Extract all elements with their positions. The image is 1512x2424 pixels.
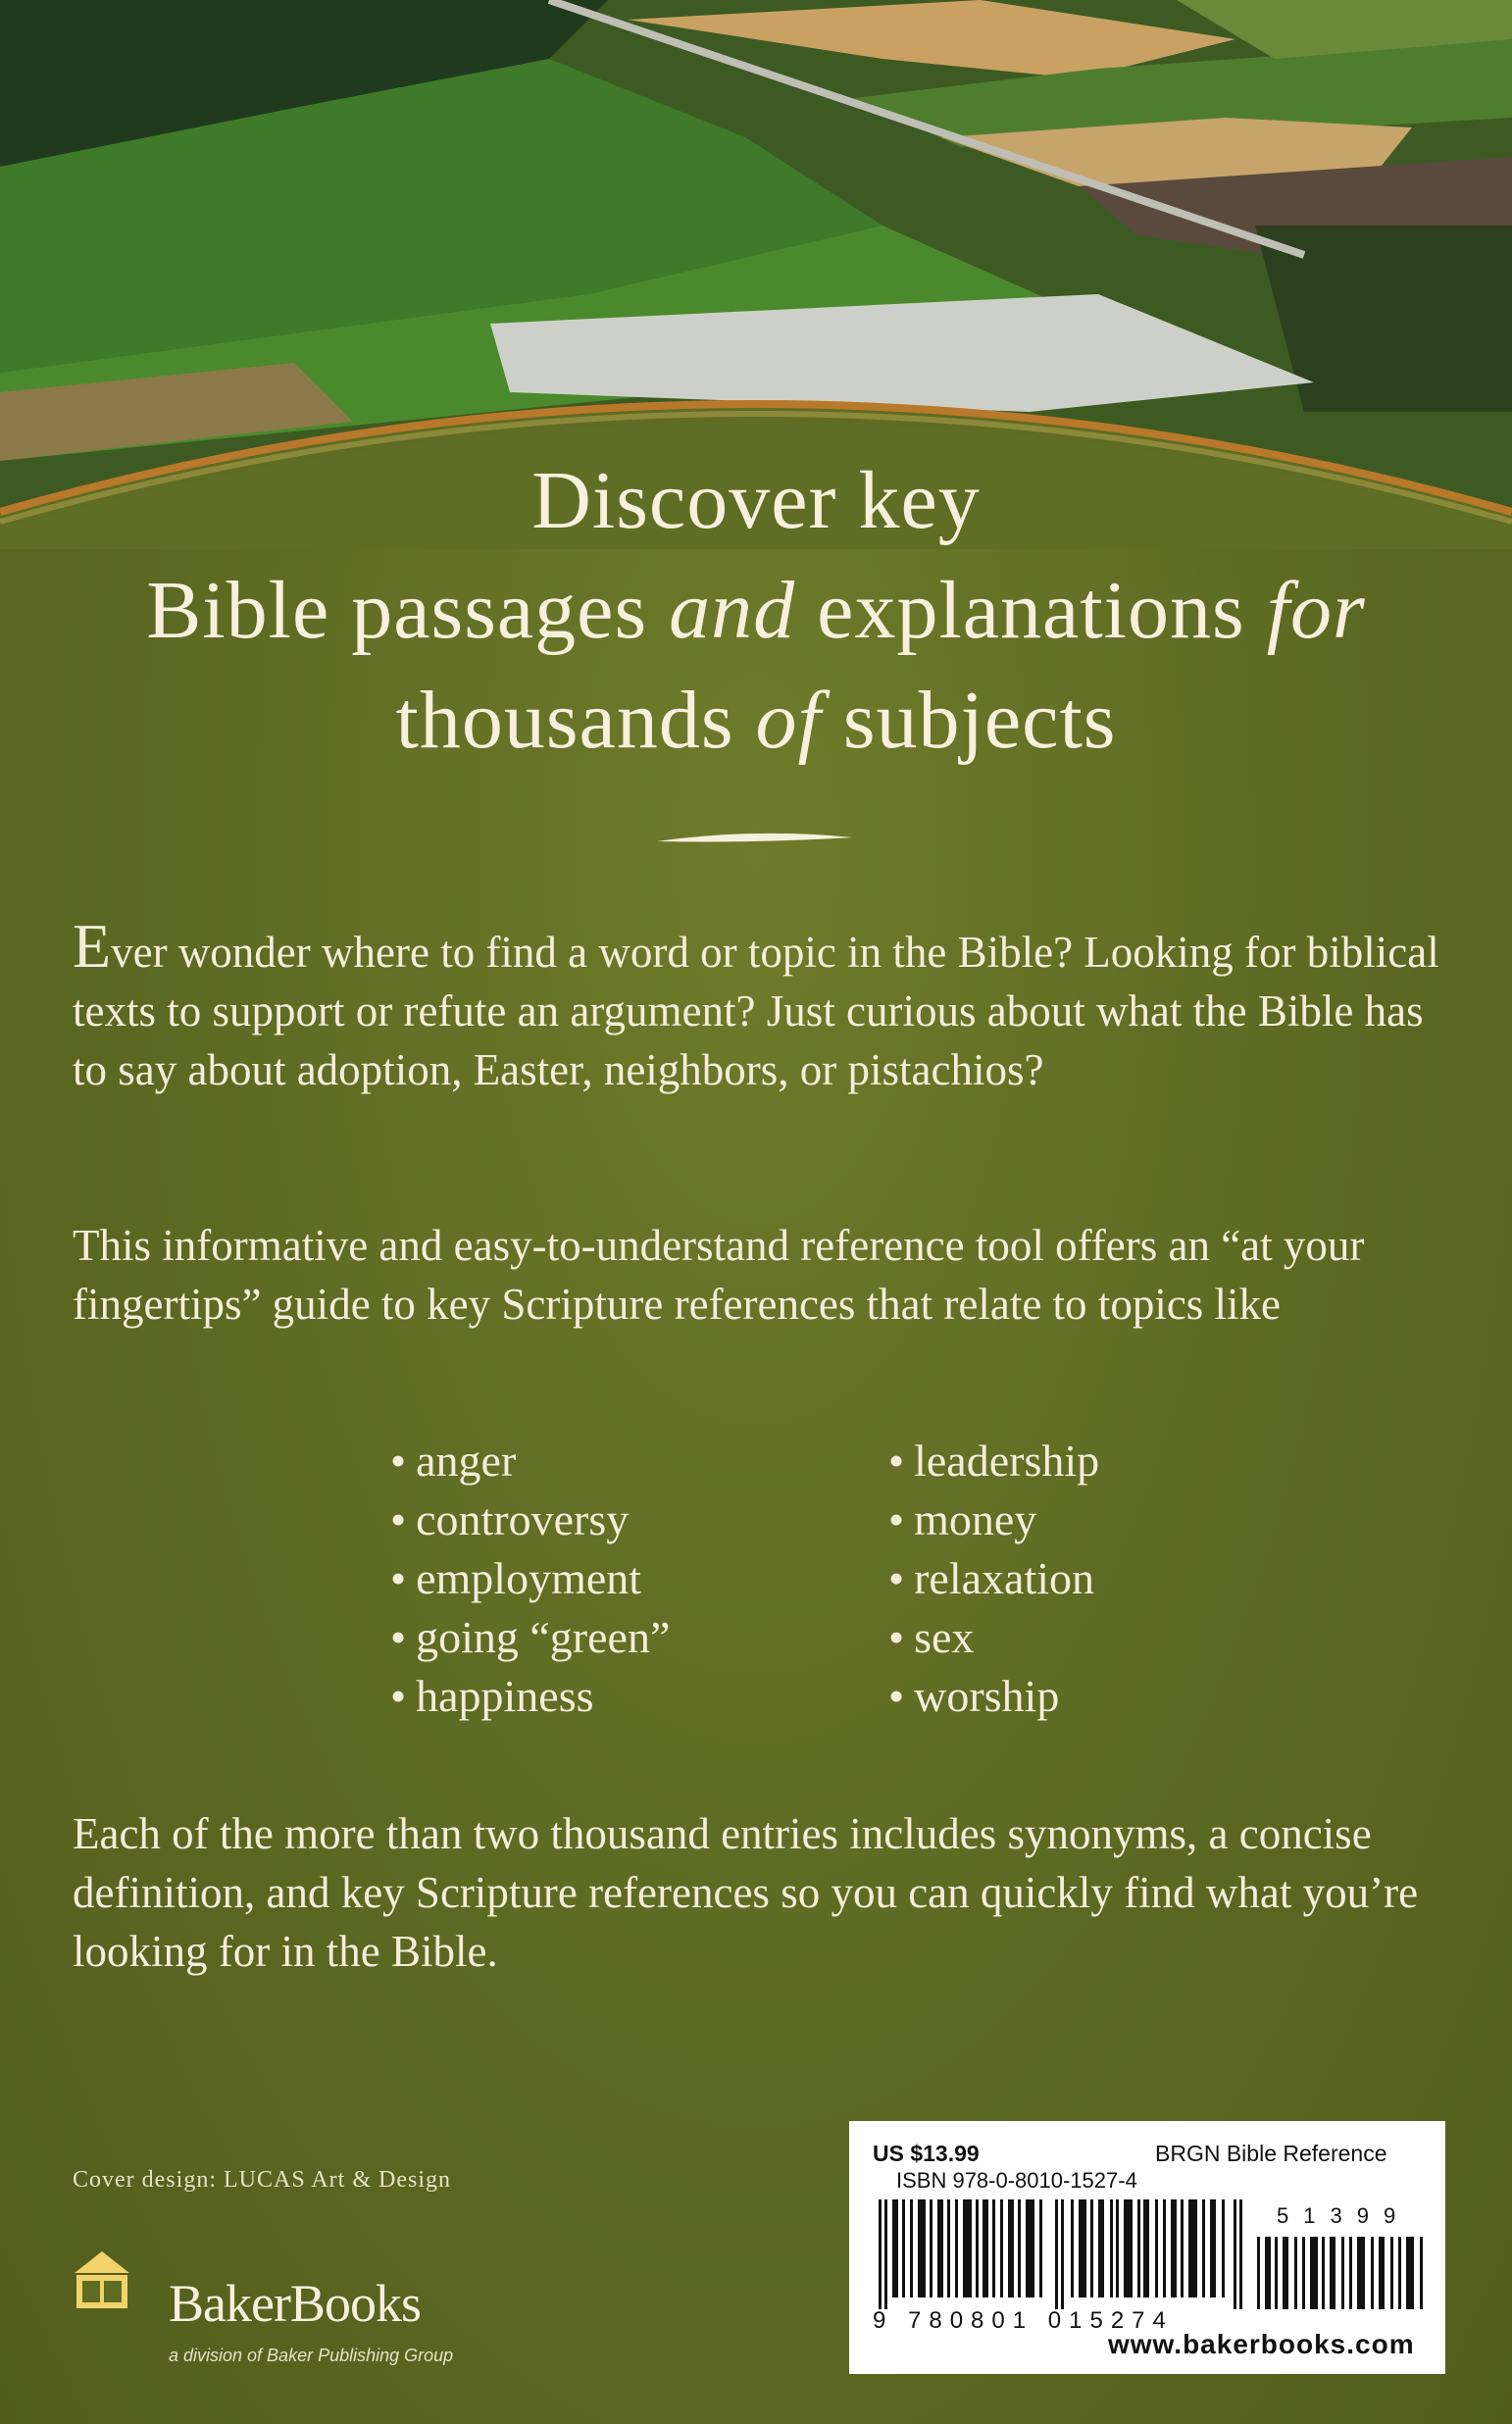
swash-divider [657, 826, 853, 853]
category-label: BRGN Bible Reference [1155, 2141, 1387, 2166]
publisher-name: BakerBooks [169, 2274, 421, 2333]
intro-paragraph: Ever wonder where to find a word or topic in the Bible? Looking for biblical texts to support or refute an argument? Just curious about what the Bible has to say about adoption, Easter, neighbors, or pistachios? [73, 911, 1439, 1094]
ean-digits: 9 780801 015274 [873, 2307, 1174, 2334]
topic-item: • happiness [390, 1667, 670, 1726]
topic-item: • money [888, 1490, 1099, 1549]
topic-item: • relaxation [888, 1549, 1099, 1608]
headline-line3: thousands of subjects [395, 675, 1117, 766]
topic-item: • controversy [390, 1490, 670, 1549]
topic-item: • worship [888, 1667, 1099, 1726]
topic-item: • leadership [888, 1432, 1099, 1490]
isbn-label: ISBN 978-0-8010-1527-4 [896, 2168, 1137, 2193]
cover-credit: Cover design: LUCAS Art & Design [73, 2167, 451, 2193]
price-barcode [1257, 2237, 1430, 2309]
drop-cap: E [73, 911, 112, 981]
price-label: US $13.99 [873, 2141, 980, 2166]
headline-line2: Bible passages and explanations for [146, 565, 1366, 656]
summary-paragraph: Each of the more than two thousand entries includes synonyms, a concise definition, and key Scripture references so you can quickly find what you’re looking for in the Bible. [73, 1809, 1419, 1976]
description-paragraph: This informative and easy-to-understand reference tool offers an “at your fingertips” guide to key Scripture references that relate to topics like [73, 1221, 1365, 1329]
topic-item: • going “green” [390, 1608, 670, 1667]
price-code: 51399 [1277, 2203, 1411, 2228]
ean-barcode [879, 2199, 1245, 2309]
topic-item: • anger [390, 1432, 670, 1490]
topic-item: • employment [390, 1549, 670, 1608]
topics-list-right [888, 1432, 1099, 1726]
publisher-website: www.bakerbooks.com [1108, 2329, 1415, 2359]
headline-line1: Discover key [531, 455, 981, 546]
topic-item: • sex [888, 1608, 1099, 1667]
publisher-division: a division of Baker Publishing Group [169, 2346, 454, 2365]
barcode-panel [849, 2121, 1445, 2374]
headline [0, 446, 1512, 776]
topics-list-left [390, 1432, 670, 1726]
house-book-icon [73, 2249, 131, 2310]
